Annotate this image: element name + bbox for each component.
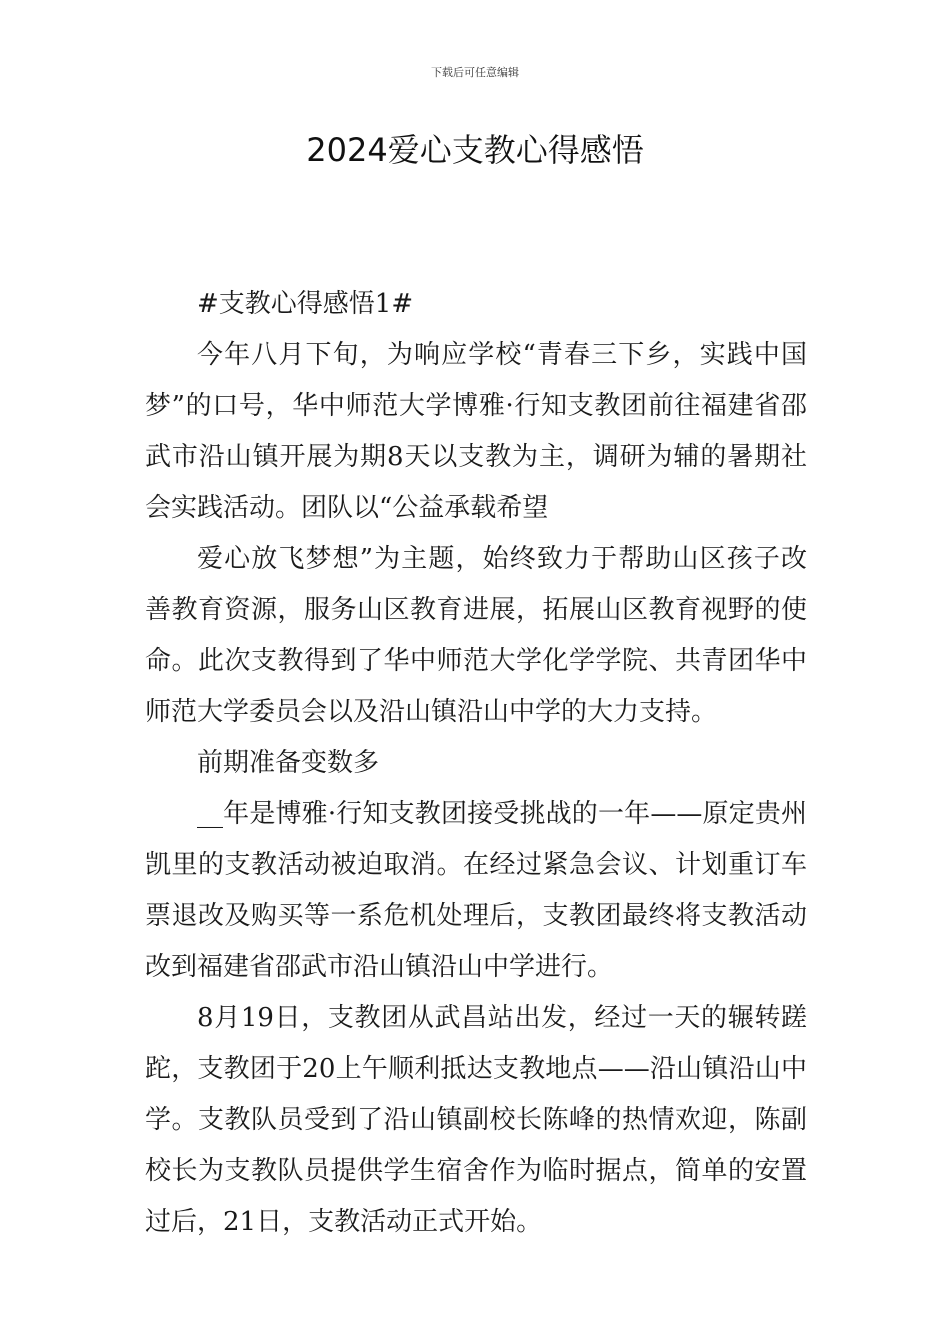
header-note: 下载后可任意编辑 <box>431 66 519 79</box>
paragraph: __年是博雅·行知支教团接受挑战的一年——原定贵州凯里的支教活动被迫取消。在经过紧急会议、计划重订车票退改及购买等一系危机处理后，支教团最终将支教活动改到福建省邵武市沿山镇沿山中学进行。 <box>145 799 807 982</box>
paragraph: 今年八月下旬，为响应学校“青春三下乡，实践中国梦”的口号，华中师范大学博雅·行知支教团前往福建省邵武市沿山镇开展为期8天以支教为主，调研为辅的暑期社会实践活动。团队以“公益承载希望 <box>145 340 807 523</box>
paragraph-subheading: 前期准备变数多 <box>197 748 380 778</box>
document-title: 2024爱心支教心得感悟 <box>306 131 644 169</box>
paragraph: 8月19日，支教团从武昌站出发，经过一天的辗转蹉跎，支教团于20上午顺利抵达支教地点——沿山镇沿山中学。支教队员受到了沿山镇副校长陈峰的热情欢迎，陈副校长为支教队员提供学生宿舍作为临时据点，简单的安置过后，21日，支教活动正式开始。 <box>145 1003 807 1237</box>
paragraph: 爱心放飞梦想”为主题，始终致力于帮助山区孩子改善教育资源，服务山区教育进展，拓展山区教育视野的使命。此次支教得到了华中师范大学化学学院、共青团华中师范大学委员会以及沿山镇沿山中学的大力支持。 <box>145 544 807 727</box>
document-body <box>145 279 807 1248</box>
paragraph-section-heading: #支教心得感悟1# <box>197 289 414 319</box>
